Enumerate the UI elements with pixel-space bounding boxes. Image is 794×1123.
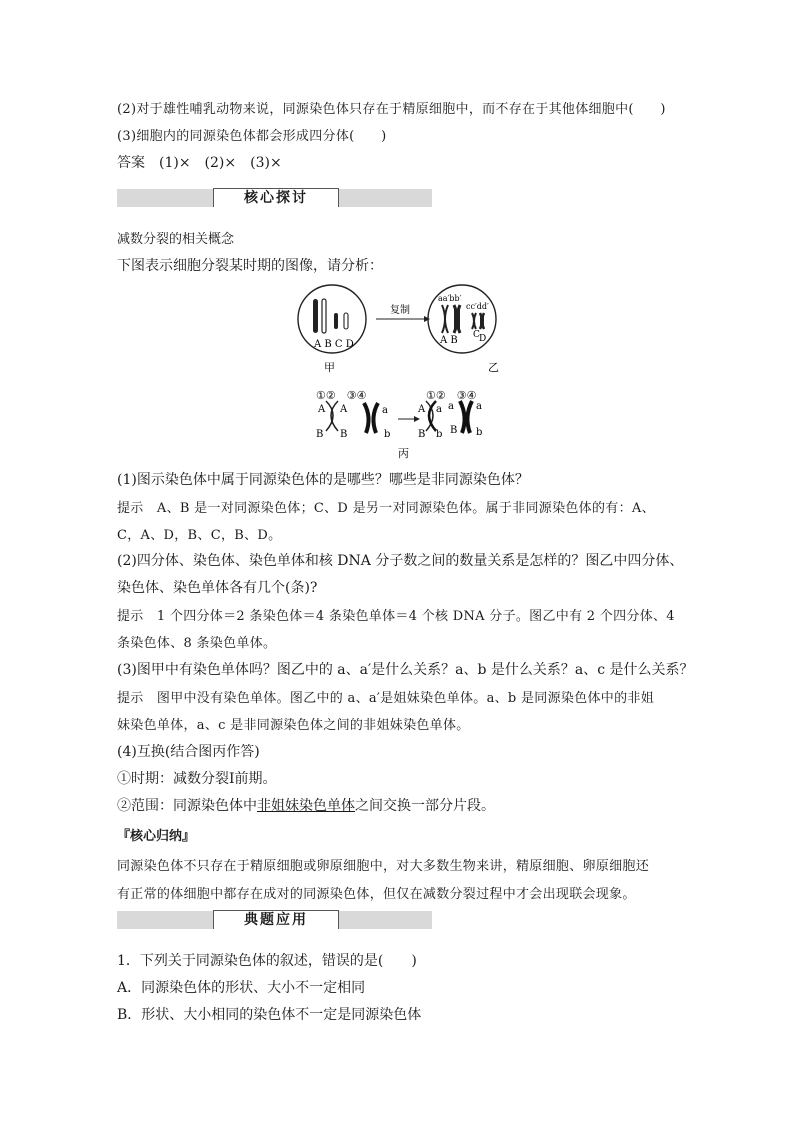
bing-a-right: a — [448, 401, 454, 412]
bing-a-mid: a — [436, 404, 442, 415]
qa4-scope-post: 之间交换一部分片段。 — [355, 798, 495, 814]
bing-B-right: B — [340, 429, 348, 440]
arrow-label: 复制 — [390, 305, 410, 316]
caption-jia: 甲 — [324, 361, 335, 374]
summary-line-2: 有正常的体细胞中都存在成对的同源染色体，但仅在减数分裂过程中才会出现联会现象。 — [117, 887, 636, 902]
bivalent-ab-yi — [442, 305, 460, 333]
chromosome-figure — [290, 283, 520, 463]
section-header-core — [117, 189, 432, 207]
section-title-2: 典题应用 — [213, 910, 339, 929]
bing-B-left-2: B — [418, 429, 426, 440]
yi-bottom-left: A B — [440, 335, 458, 346]
chromosome-a-jia — [313, 299, 318, 333]
chromosome-d-jia — [344, 313, 348, 329]
qa3-hint-1: 提示 图甲中没有染色单体。图乙中的 a、a′是姐妹染色单体。a、b 是同源染色体中的非姐 — [117, 691, 654, 706]
concept-intro: 下图表示细胞分裂某时期的图像，请分析： — [117, 258, 383, 274]
bing-B-right: B — [450, 425, 458, 436]
bing-b-left: b — [384, 429, 391, 440]
bivalent-cd-yi — [472, 313, 484, 329]
qa2-hint-1: 提示 1 个四分体＝2 条染色体＝4 条染色单体＝4 个核 DNA 分子。图乙中有 2 个四分体、4 — [117, 609, 675, 624]
crossover-pair-right — [426, 401, 436, 431]
yi-top-labels: aa′bb′ — [438, 294, 462, 303]
section-title: 核心探讨 — [213, 188, 339, 207]
summary-line-1: 同源染色体不只存在于精原细胞或卵原细胞中，对大多数生物来讲，精原细胞、卵原细胞还 — [117, 859, 650, 874]
chromosome-c-jia — [334, 313, 338, 329]
exercise-question: 1．下列关于同源染色体的叙述，错误的是( ) — [117, 953, 417, 969]
summary-title: 『核心归纳』 — [117, 829, 196, 844]
crossover-pair-left — [326, 401, 338, 431]
qa1-hint-2: C，A、D，B、C，B、D。 — [117, 528, 282, 543]
bing-A-right: A — [340, 404, 348, 415]
exercise-option-a: A．同源染色体的形状、大小不一定相同 — [117, 980, 366, 996]
concept-heading: 减数分裂的相关概念 — [117, 232, 235, 247]
chromosome-b-jia — [322, 299, 326, 333]
exercise-option-b: B．形状、大小相同的染色体不一定是同源染色体 — [117, 1007, 422, 1023]
bing-A-left: A — [318, 404, 326, 415]
qa1-hint-1: 提示 A、B 是一对同源染色体；C、D 是另一对同源染色体。属于非同源染色体的有：A、 — [117, 501, 655, 516]
caption-yi: 乙 — [488, 361, 499, 374]
yi-bottom-c: C — [473, 330, 480, 340]
bing-nums-right: ①② ③④ — [426, 389, 477, 402]
question-3: (3)细胞内的同源染色体都会形成四分体( ) — [117, 129, 387, 144]
bing-A-left-2: A — [418, 404, 426, 415]
qa4-scope-pre: ②范围：同源染色体中 — [117, 798, 257, 814]
caption-bing: 丙 — [398, 447, 409, 460]
bing-b-far: b — [476, 427, 483, 438]
answer-line: 答案 (1)× (2)× (3)× — [117, 155, 282, 171]
qa3-question: (3)图甲中有染色单体吗？图乙中的 a、a′是什么关系？a、b 是什么关系？a、c 是什么关系？ — [117, 662, 694, 678]
qa2-question-1: (2)四分体、染色体、染色单体和核 DNA 分子数之间的数量关系是怎样的？图乙中四分体、 — [117, 553, 684, 569]
dark-chromatid-pair-left — [364, 403, 378, 433]
section-header-practice — [117, 911, 432, 929]
bing-a-left: a — [382, 405, 388, 416]
qa4-question: (4)互换(结合图丙作答) — [117, 744, 260, 760]
bing-b-mid: b — [436, 429, 443, 440]
qa1-question: (1)图示染色体中属于同源染色体的是哪些？哪些是非同源染色体？ — [117, 472, 529, 488]
qa4-scope-underlined: 非姐妹染色单体 — [257, 798, 355, 814]
dark-chromatid-pair-right — [460, 401, 472, 433]
jia-labels: A B C D — [314, 339, 354, 350]
qa3-hint-2: 妹染色单体，a、c 是非同源染色体之间的非姐妹染色单体。 — [117, 718, 470, 733]
qa2-question-2: 染色体、染色单体各有几个(条)? — [117, 580, 318, 596]
yi-top-labels2: cc′dd′ — [466, 302, 489, 311]
bing-nums-left: ①② ③④ — [316, 389, 367, 402]
bing-a-far: a — [476, 401, 482, 412]
bing-B-left: B — [316, 429, 324, 440]
qa4-period: ①时期：减数分裂Ⅰ前期。 — [117, 771, 277, 787]
qa4-scope — [117, 795, 495, 815]
yi-bottom-d: D — [479, 334, 487, 344]
qa2-hint-2: 条染色体、8 条染色单体。 — [117, 636, 277, 651]
question-2: (2)对于雄性哺乳动物来说，同源染色体只存在于精原细胞中，而不存在于其他体细胞中( ) — [117, 102, 666, 117]
